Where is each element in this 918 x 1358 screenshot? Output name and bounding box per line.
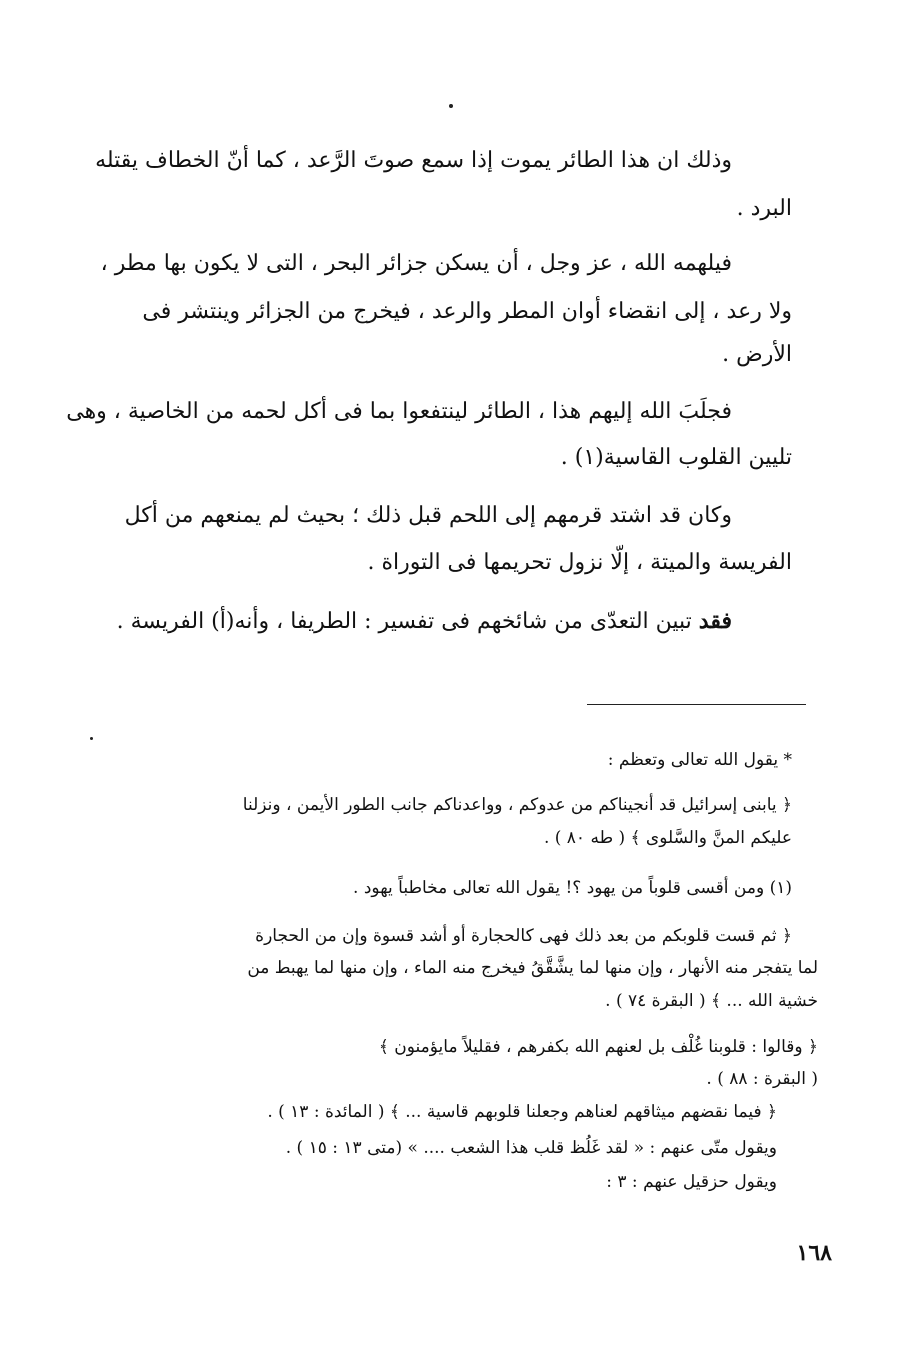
footnote-star-intro: * يقول الله تعالى وتعظم :: [607, 750, 792, 770]
paragraph-3-line-2: تليين القلوب القاسية(١) .: [560, 445, 792, 470]
footnote-separator-rule: [587, 704, 806, 705]
page-number: ١٦٨: [796, 1240, 832, 1266]
quote-1-line-2: عليكم المنَّ والسَّلوى ﴾ ( طه ٨٠ ) .: [543, 828, 792, 848]
quote-4-line-3: ويقول حزقيل عنهم : ٣ :: [606, 1172, 777, 1192]
quote-2-line-3: خشية الله ... ﴾ ( البقرة ٧٤ ) .: [605, 991, 818, 1011]
quote-4-line-1: ﴿ فيما نقضهم ميثاقهم لعناهم وجعلنا قلوبهم قاسية ... ﴾ ( المائدة : ١٣ ) .: [267, 1102, 777, 1122]
paragraph-5-text: تبين التعدّى من شائخهم فى تفسير : الطريفا ، وأنه(أ) الفريسة .: [116, 609, 692, 634]
quote-3-line-2: ( البقرة : ٨٨ ) .: [706, 1069, 818, 1089]
quote-2-line-2: لما يتفجر منه الأنهار ، وإن منها لما يشَّقَّقُ فيخرج منه الماء ، وإن منها لما يهبط من: [247, 958, 818, 978]
stray-dot-mark: [449, 104, 453, 108]
quote-1-line-1: ﴿ يابنى إسرائيل قد أنجيناكم من عدوكم ، وواعدناكم جانب الطور الأيمن ، ونزلنا: [242, 795, 792, 815]
quote-2-line-1: ﴿ ثم قست قلوبكم من بعد ذلك فهى كالحجارة أو أشد قسوة وإن من الحجارة: [255, 926, 792, 946]
paragraph-1-line-1: وذلك ان هذا الطائر يموت إذا سمع صوتَ الرَّعد ، كما أنّ الخطاف يقتله: [95, 148, 732, 173]
quote-3-line-1: ﴿ وقالوا : قلوبنا غُلْف بل لعنهم الله بكفرهم ، فقليلاً مايؤمنون ﴾: [378, 1037, 818, 1057]
paragraph-4-line-2: الفريسة والميتة ، إلّا نزول تحريمها فى التوراة .: [367, 550, 792, 575]
paragraph-5-line-1: [117, 610, 732, 633]
quote-4-line-2: ويقول متّى عنهم : « لقد غَلُظ قلب هذا الشعب .... » (متى ١٣ : ١٥ ) .: [285, 1138, 777, 1158]
paragraph-2-line-1: فيلهمه الله ، عز وجل ، أن يسكن جزائر البحر ، التى لا يكون بها مطر ،: [100, 251, 732, 276]
paragraph-2-line-3: الأرض .: [722, 342, 792, 367]
paragraph-5-lead-word: فقد: [698, 608, 732, 634]
stray-dot-mark: [90, 737, 93, 740]
paragraph-2-line-2: ولا رعد ، إلى انقضاء أوان المطر والرعد ، فيخرج من الجزائر وينتشر فى: [142, 299, 792, 324]
paragraph-4-line-1: وكان قد اشتد قرمهم إلى اللحم قبل ذلك ؛ بحيث لم يمنعهم من أكل: [124, 503, 732, 528]
paragraph-3-line-1: فجلَبَ الله إليهم هذا ، الطائر لينتفعوا بما فى أكل لحمه من الخاصية ، وهى: [66, 399, 732, 424]
paragraph-1-line-2: البرد .: [736, 196, 792, 221]
footnote-1-intro: (١) ومن أقسى قلوباً من يهود ؟! يقول الله تعالى مخاطباً يهود .: [353, 878, 792, 898]
